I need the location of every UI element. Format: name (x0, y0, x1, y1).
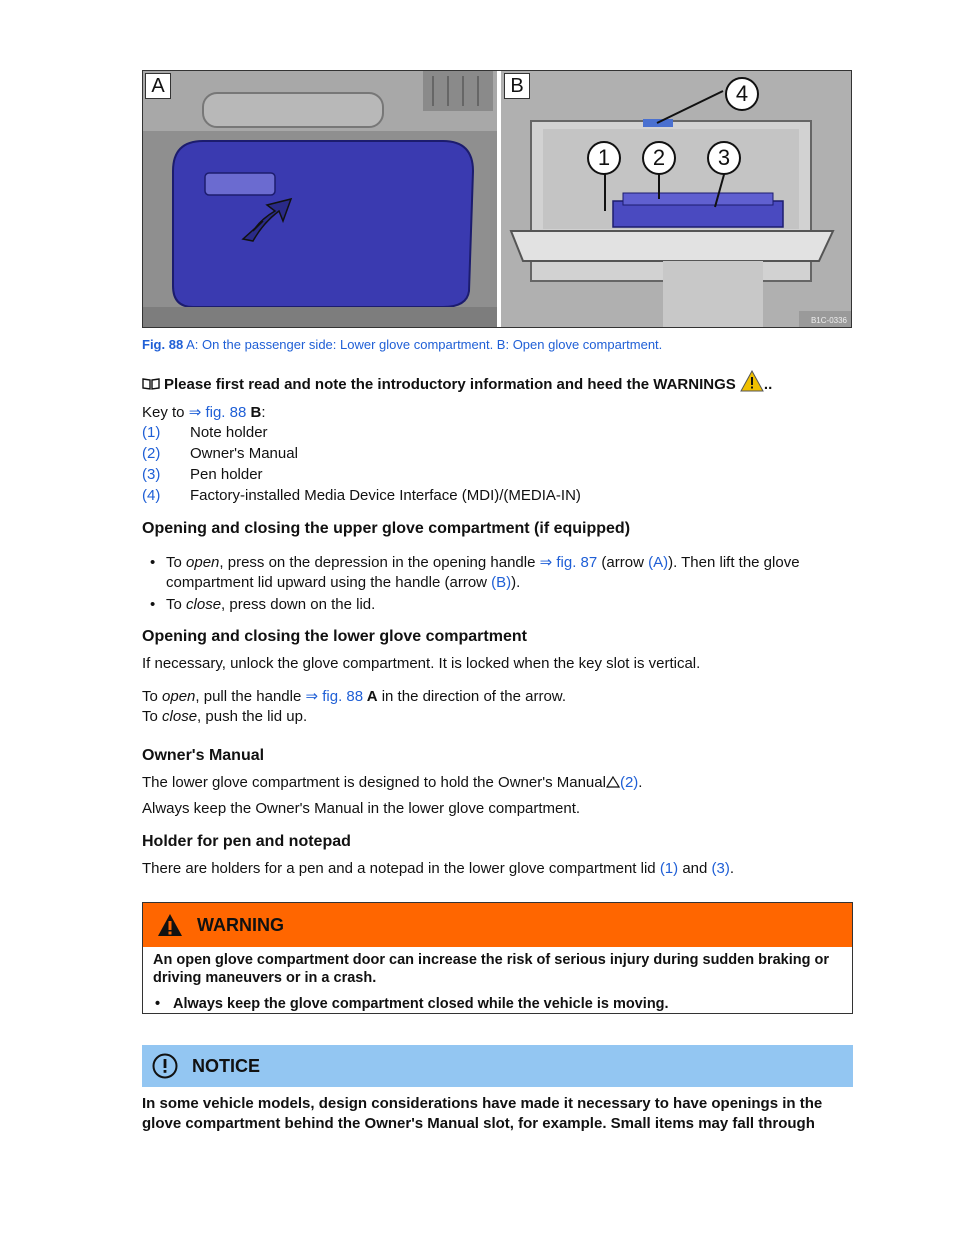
t: ). (511, 574, 521, 591)
t: To (142, 688, 163, 705)
t: ). Then lift the glove compartment lid upward using the handle (arrow (166, 554, 800, 591)
arrow-a-link[interactable]: (A) (648, 554, 669, 571)
intro-after-icon: .. (763, 376, 773, 393)
callout-1: 1 (587, 141, 621, 175)
panel-a-label: A (145, 73, 171, 99)
t: (arrow (597, 554, 649, 571)
t: , pull the handle (195, 688, 306, 705)
fig-87-link[interactable]: ⇒ fig. 87 (539, 554, 598, 571)
bullet-dot: • (150, 554, 156, 571)
heading-lower-glove: Opening and closing the lower glove compartment (142, 628, 527, 645)
ref-2-link[interactable]: (2) (619, 774, 639, 791)
key-prefix: Key to (142, 404, 189, 421)
image-code: B1C-0336 (810, 316, 847, 325)
book-icon (142, 378, 160, 390)
warning-triangle-icon (740, 370, 764, 392)
t-em: open (162, 688, 196, 705)
notice-icon (152, 1053, 178, 1079)
bullet-open-upper (150, 553, 850, 593)
t: . (638, 774, 643, 791)
ref-1-link[interactable]: (1) (659, 860, 679, 877)
t: , push the lid up. (197, 708, 308, 725)
warning-box (142, 902, 853, 1014)
bullet-close-upper (150, 595, 850, 615)
panel-b-label: B (504, 73, 530, 99)
intro-line (142, 370, 772, 393)
bullet-dot: • (155, 996, 161, 1012)
arrow-b-link[interactable]: (B) (491, 574, 512, 591)
key-item (142, 466, 263, 483)
warning-bullet (153, 995, 842, 1013)
key-item (142, 424, 268, 441)
key-suffix: : (261, 404, 266, 421)
notice-title: NOTICE (192, 1055, 261, 1076)
key-intro (142, 403, 265, 421)
notice-header (142, 1045, 853, 1087)
key-label: Note holder (190, 424, 268, 441)
t: , press down on the lid. (221, 596, 376, 613)
lower-p1: If necessary, unlock the glove compartment. It is locked when the key slot is vertical. (142, 655, 701, 672)
callout-4: 4 (725, 77, 759, 111)
t: in the direction of the arrow. (377, 688, 566, 705)
key-label: Factory-installed Media Device Interface (MDI)/(MEDIA-IN) (190, 487, 581, 504)
warning-icon (157, 913, 183, 937)
callout-3: 3 (707, 141, 741, 175)
lower-p3 (142, 708, 307, 725)
heading-upper-glove: Opening and closing the upper glove compartment (if equipped) (142, 520, 631, 537)
figure-caption (142, 337, 662, 352)
warning-title: WARNING (197, 914, 284, 935)
t: , press on the depression in the opening handle (219, 554, 540, 571)
t: . (729, 860, 735, 877)
heading-pen-holder: Holder for pen and notepad (142, 833, 351, 850)
key-label: Owner's Manual (190, 445, 298, 462)
t: and (678, 860, 712, 877)
key-num[interactable]: (1) (142, 424, 161, 441)
caption-text: A: On the passenger side: Lower glove compartment. B: Open glove compartment. (183, 337, 663, 352)
t-em: close (162, 708, 198, 725)
holder-p1 (142, 860, 734, 877)
key-num[interactable]: (4) (142, 487, 161, 504)
key-label: Pen holder (190, 466, 263, 483)
key-item (142, 445, 298, 462)
key-ref-panel: B (246, 404, 262, 421)
figure-88 (142, 70, 852, 328)
t: There are holders for a pen and a notepad in the lower glove compartment lid (142, 860, 660, 877)
key-item (142, 487, 581, 504)
key-num[interactable]: (2) (142, 445, 161, 462)
t-em: close (186, 596, 222, 613)
warning-bullet-text: Always keep the glove compartment closed while the vehicle is moving. (173, 996, 669, 1012)
warning-body (143, 947, 852, 1013)
t: To (166, 596, 187, 613)
key-fig-ref[interactable]: ⇒ fig. 88 (188, 404, 247, 421)
callout-2: 2 (642, 141, 676, 175)
warning-header (143, 903, 852, 947)
manual-p1 (142, 774, 642, 791)
manual-p2: Always keep the Owner's Manual in the lower glove compartment. (142, 800, 581, 817)
t: To (142, 708, 163, 725)
t: The lower glove compartment is designed to hold the Owner's Manual (142, 774, 606, 791)
warning-text: An open glove compartment door can increase the risk of serious injury during sudden braking or driving maneuvers or in a crash. (153, 952, 829, 986)
figure-label: Fig. 88 (142, 337, 184, 352)
notice-text: In some vehicle models, design considerations have made it necessary to have openings in the glove compartment behind the Owner's Manual slot, for example. Small items may fall through (142, 1095, 823, 1132)
t: To (166, 554, 187, 571)
t-em: open (186, 554, 220, 571)
fig-88-link[interactable]: ⇒ fig. 88 (305, 688, 364, 705)
lower-p2 (142, 687, 566, 705)
ref-3-link[interactable]: (3) (711, 860, 730, 877)
key-num[interactable]: (3) (142, 466, 161, 483)
heading-owners-manual: Owner's Manual (142, 747, 265, 764)
intro-text: Please first read and note the introductory information and heed the WARNINGS (164, 376, 736, 393)
bullet-dot: • (150, 596, 156, 613)
warning-triangle-small-icon (606, 776, 620, 788)
t-bold: A (363, 688, 378, 705)
